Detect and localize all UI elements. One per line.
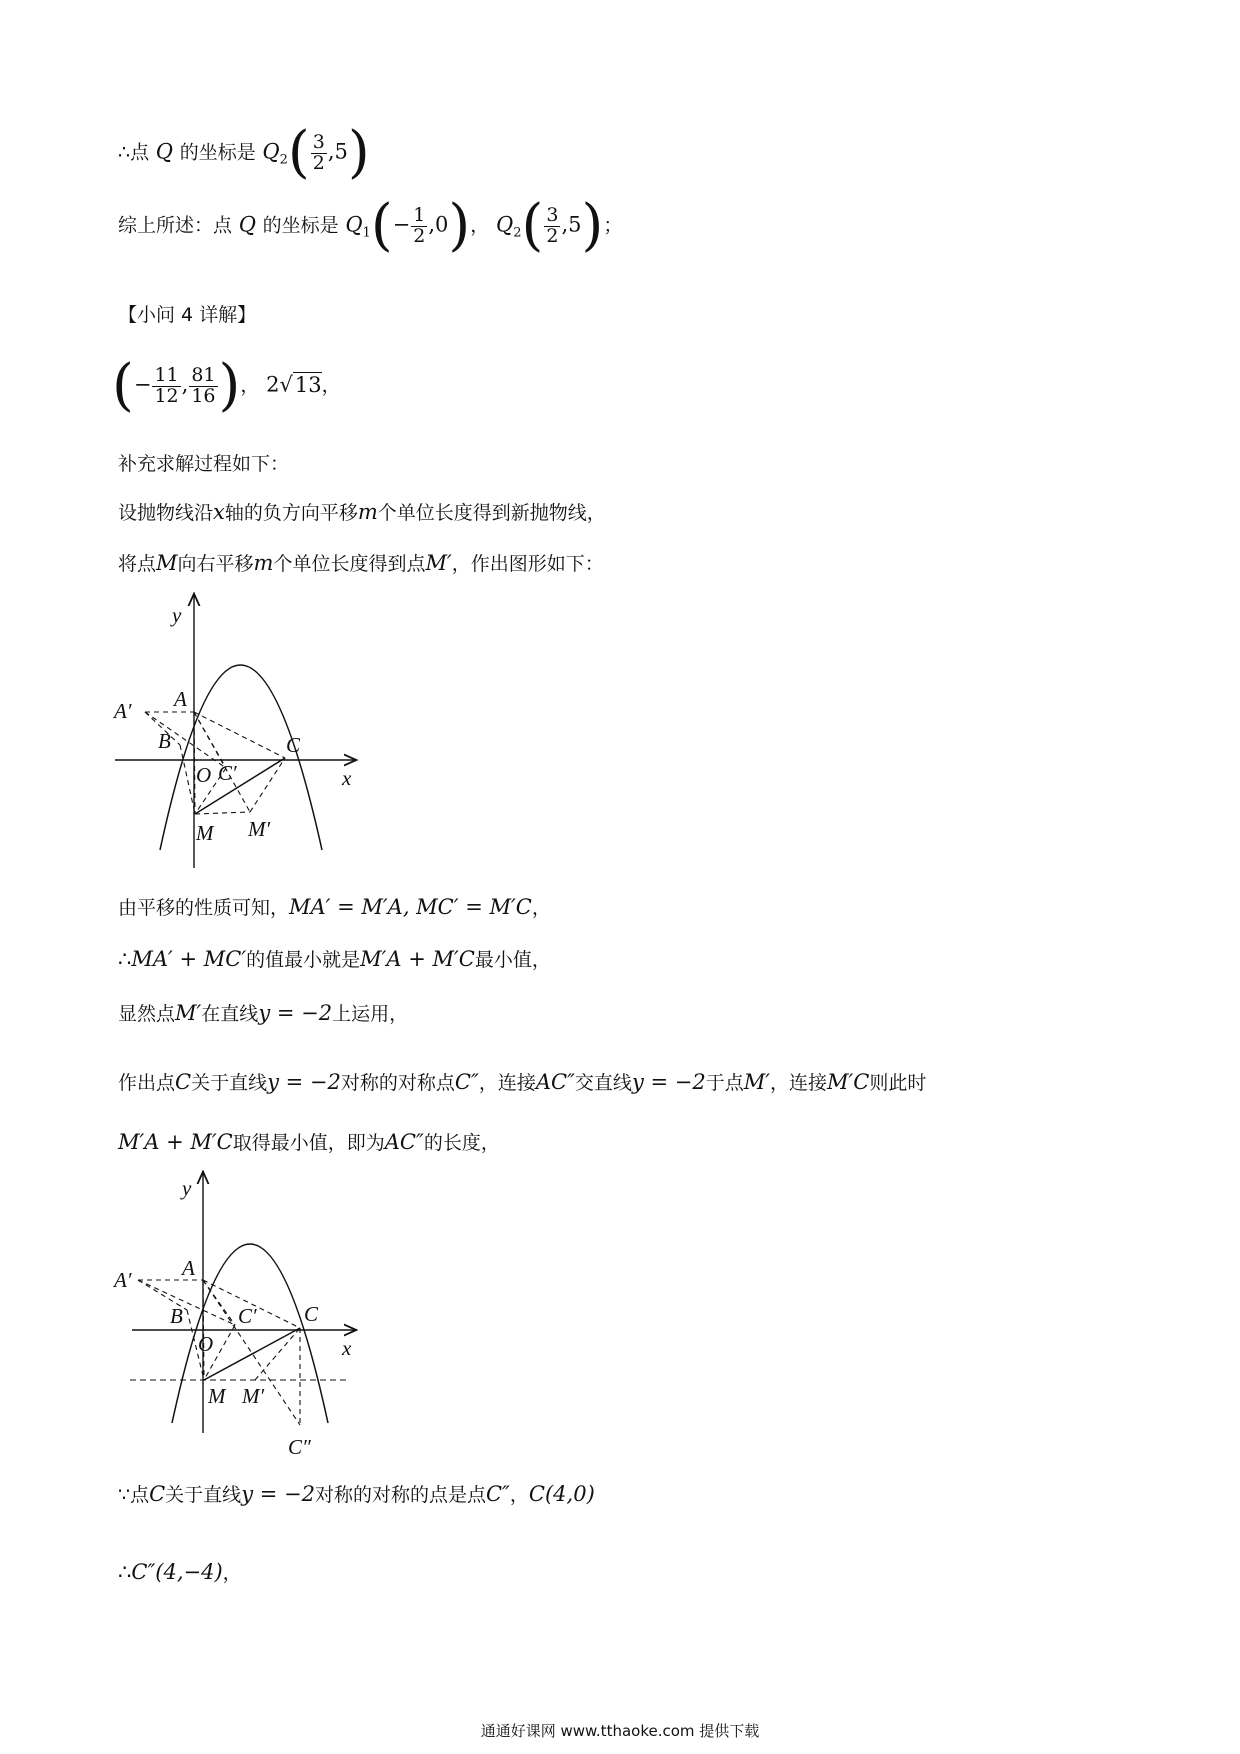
fig2-label-y: y [182, 1176, 192, 1200]
fig1-label-o: O [196, 763, 212, 787]
fig1-label-y: y [172, 603, 182, 627]
line-shift-parabola: 设抛物线沿x轴的负方向平移m个单位长度得到新抛物线， [118, 500, 606, 524]
fraction: $\frac{11}{12}$ [154, 363, 179, 407]
line-c-double-prime: ∴C″(4,−4)， [118, 1560, 242, 1584]
fig2-label-m: M [208, 1384, 226, 1408]
line-reflection-point: ∵点C关于直线y = −2对称的对称的点是点C″，C(4,0) [118, 1482, 595, 1506]
fig1-label-m-prime: M′ [248, 817, 271, 841]
line-on-line: 显然点M′在直线y = −2上运用， [118, 1001, 409, 1025]
fig1-label-x: x [342, 766, 352, 790]
line-process: 补充求解过程如下： [118, 453, 290, 475]
fig2-label-c-double-prime: C″ [288, 1435, 311, 1459]
line-shift-point: 将点M向右平移m个单位长度得到点M′，作出图形如下： [118, 551, 604, 575]
fig1-label-a: A [174, 687, 187, 711]
fig2-label-x: x [342, 1336, 352, 1360]
line-translation-property: 由平移的性质可知，MA′ = M′A, MC′ = M′C， [118, 895, 551, 919]
page-footer: 通通好课网 www.tthaoke.com 提供下载 [480, 1722, 760, 1740]
line-min-length: M′A + M′C取得最小值，即为AC″的长度， [118, 1130, 500, 1154]
line-q2-result: ∴点 Q 的坐标是 $Q_2$( $\frac{3}{2}$ ,5) [118, 120, 370, 185]
fig2-label-c: C [304, 1302, 319, 1326]
fig2-label-c-prime: C′ [238, 1304, 257, 1328]
fig2-label-m-prime: M′ [242, 1384, 265, 1408]
fig1-label-a-prime: A′ [114, 699, 132, 723]
fraction: $\frac{3}{2}$ [312, 130, 325, 174]
fig2-label-a-prime: A′ [114, 1268, 132, 1292]
fig1-label-b: B [158, 729, 171, 753]
line-answer: (− $\frac{11}{12}$ , $\frac{81}{16}$ )， 2√13， [112, 353, 341, 418]
figure-1 [110, 590, 370, 870]
fig2-label-b: B [170, 1304, 183, 1328]
section-title: 【小问 4 详解】 [118, 304, 257, 326]
fig1-label-c-prime: C′ [218, 761, 237, 785]
fraction: $\frac{81}{16}$ [191, 363, 216, 407]
fig1-label-c: C [286, 733, 301, 757]
fig1-label-m: M [196, 821, 214, 845]
line-minimum: ∴MA′ + MC′的值最小就是M′A + M′C最小值， [118, 947, 551, 971]
line-summary: 综上所述：点 Q 的坐标是 $Q_1(-$ $\frac{1}{2}$ ,0)， $Q_2$( $\frac{3}{2}$ ,5)； [118, 193, 623, 258]
fraction: $\frac{3}{2}$ [546, 203, 559, 247]
fig2-label-o: O [198, 1332, 214, 1356]
line-reflect: 作出点C关于直线y = −2对称的对称点C″，连接AC″交直线y = −2于点M′，连接M′C则此时 [118, 1070, 927, 1094]
fraction: $\frac{1}{2}$ [413, 203, 426, 247]
fig2-label-a: A [182, 1256, 195, 1280]
figure-2 [110, 1165, 370, 1465]
